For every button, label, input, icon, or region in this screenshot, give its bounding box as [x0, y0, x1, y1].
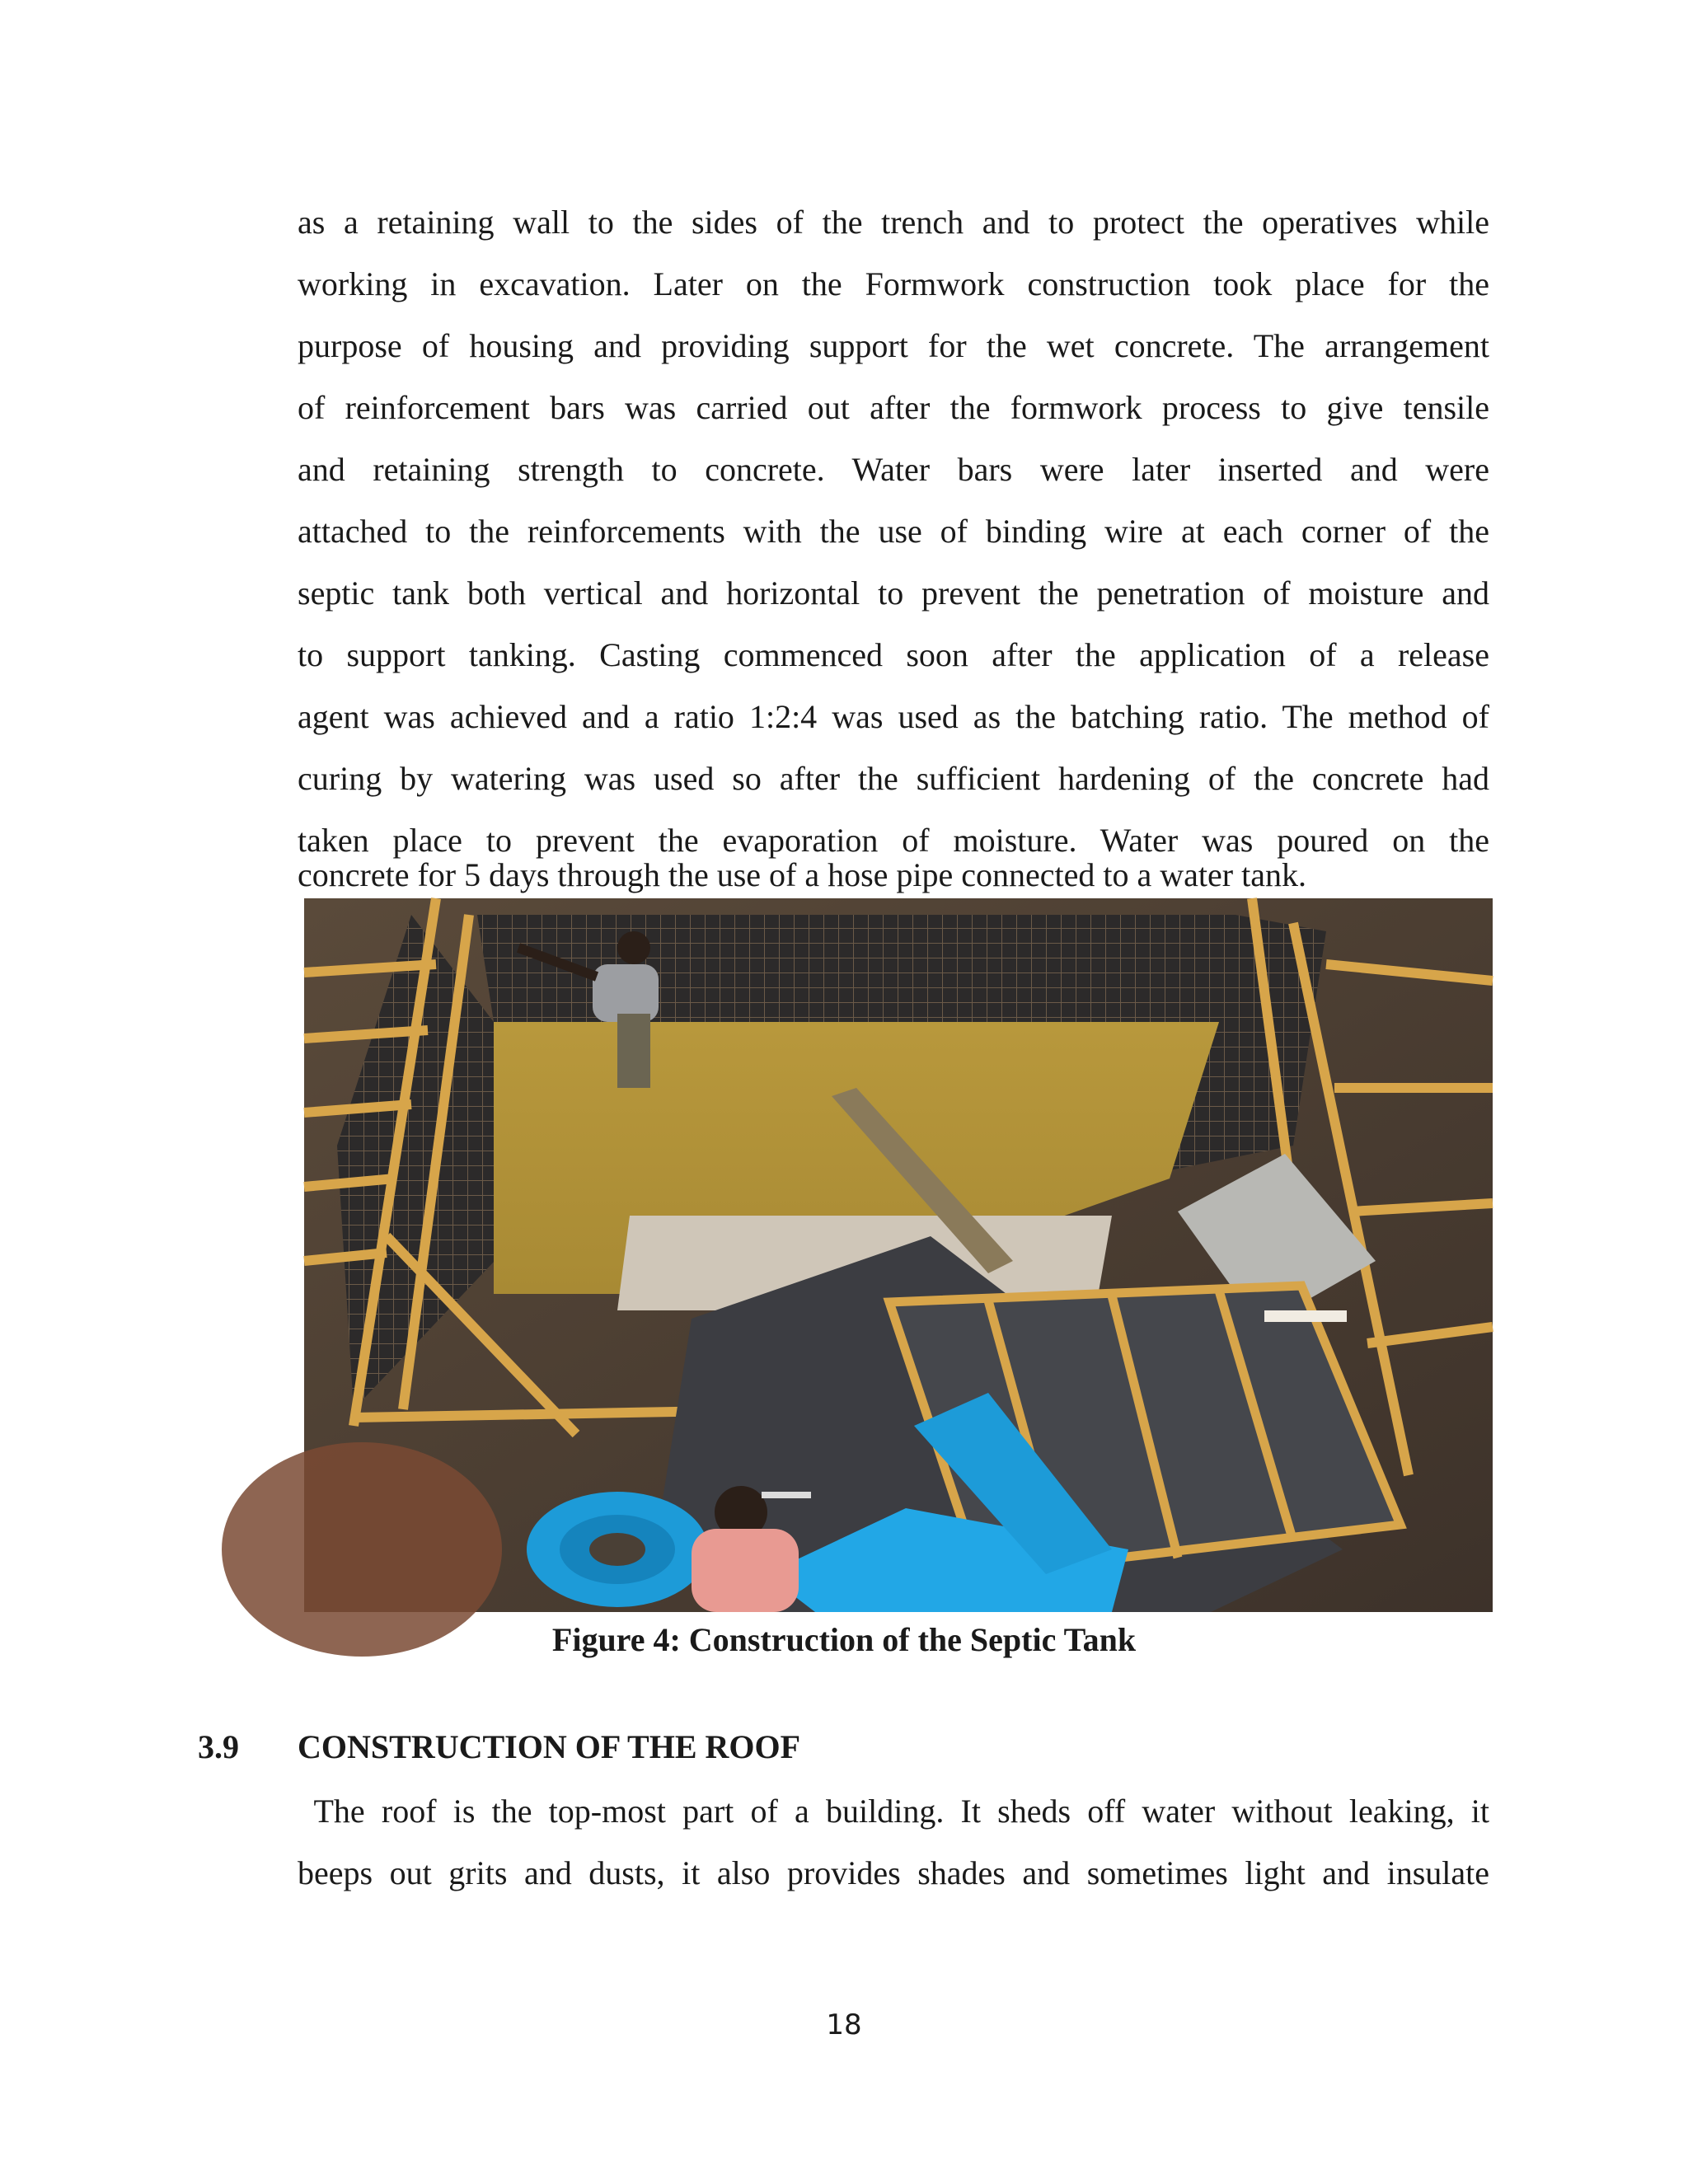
text-line: to support tanking. Casting commenced soon after the application of a release	[298, 636, 1489, 673]
construction-photo-icon	[304, 898, 1493, 1612]
text-line: concrete for 5 days through the use of a hose pipe connected to a water tank.	[298, 856, 1306, 893]
text-line: agent was achieved and a ratio 1:2:4 was used as the batching ratio. The method of	[298, 698, 1489, 735]
text-line: as a retaining wall to the sides of the trench and to protect the operatives while	[298, 204, 1489, 241]
text-line: taken place to prevent the evaporation of moisture. Water was poured on the	[298, 822, 1489, 859]
section-number: 3.9	[198, 1728, 239, 1765]
paragraph-septic-tank	[298, 191, 1489, 871]
text-line: beeps out grits and dusts, it also provides shades and sometimes light and insulate	[298, 1854, 1489, 1891]
text-line: attached to the reinforcements with the use of binding wire at each corner of the	[298, 513, 1489, 550]
figure-caption: Figure 4: Construction of the Septic Tank	[551, 1621, 1137, 1658]
figure-septic-tank-photo	[304, 898, 1493, 1612]
page-number: 18	[826, 2008, 862, 2041]
back-wall	[477, 915, 1236, 1022]
text-line: working in excavation. Later on the Formwork construction took place for the	[298, 265, 1489, 302]
paragraph-roof	[298, 1780, 1489, 1904]
text-line: purpose of housing and providing support for the wet concrete. The arrangement	[298, 327, 1489, 364]
text-line: septic tank both vertical and horizontal to prevent the penetration of moisture and	[298, 574, 1489, 612]
section-title: CONSTRUCTION OF THE ROOF	[298, 1728, 801, 1765]
text-line: and retaining strength to concrete. Water bars were later inserted and were	[298, 451, 1489, 488]
text-line: curing by watering was used so after the sufficient hardening of the concrete had	[298, 760, 1489, 797]
text-line: The roof is the top-most part of a building. It sheds off water without leaking, it	[298, 1793, 1489, 1830]
text-line: of reinforcement bars was carried out after the formwork process to give tensile	[298, 389, 1489, 426]
